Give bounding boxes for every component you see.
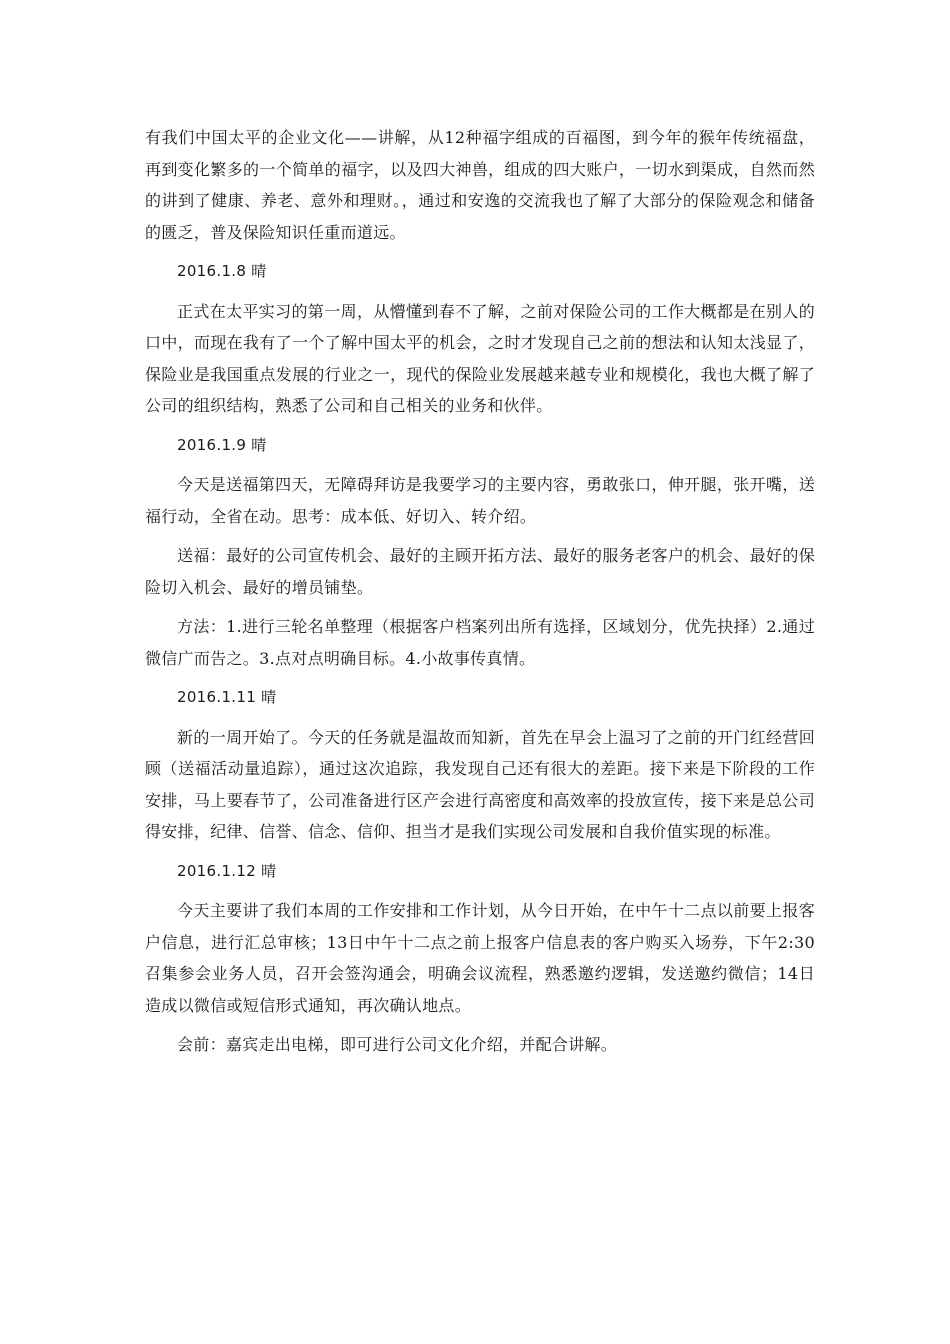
paragraph-send-fortune-benefits: 送福：最好的公司宣传机会、最好的主顾开拓方法、最好的服务老客户的机会、最好的保险切入机会、最好的增员铺垫。 <box>145 546 815 597</box>
paragraph-first-week: 正式在太平实习的第一周，从懵懂到春不了解，之前对保险公司的工作大概都是在别人的口中，而现在我有了一个了解中国太平的机会，之时才发现自己之前的想法和认知太浅显了，保险业是我国重点发展的行业之一，现代的保险业发展越来越专业和规模化，我也大概了解了公司的组织结构，熟悉了公司和自己相关的业务和伙伴。 <box>145 301 815 415</box>
diary-date: 2016.1.9 晴 <box>177 435 267 454</box>
diary-date: 2016.1.8 晴 <box>177 262 267 280</box>
paragraph-send-fortune: 今天是送福第四天，无障碍拜访是我要学习的主要内容，勇敢张口，伸开腿，张开嘴，送福行动，全省在动。思考：成本低、好切入、转介绍。 <box>145 475 815 526</box>
paragraph-methods: 方法：1.进行三轮名单整理（根据客户档案列出所有选择，区域划分，优先抉择）2.通过微信广而告之。3.点对点明确目标。4.小故事传真情。 <box>145 617 815 668</box>
paragraph-before-meeting: 会前：嘉宾走出电梯，即可进行公司文化介绍，并配合讲解。 <box>177 1035 618 1054</box>
paragraph-culture-intro: 有我们中国太平的企业文化——讲解，从12种福字组成的百福图，到今年的猴年传统福盘，再到变化繁多的一个简单的福字，以及四大神兽，组成的四大账户，一切水到渠成，自然而然的讲到了健康、养老、意外和理财。，通过和安逸的交流我也了解了大部分的保险观念和储备的匮乏，普及保险知识任重而道远。 <box>145 128 815 242</box>
diary-date: 2016.1.11 晴 <box>177 688 277 706</box>
paragraph-new-week: 新的一周开始了。今天的任务就是温故而知新，首先在早会上温习了之前的开门红经营回顾（送福活动量追踪），通过这次追踪，我发现自己还有很大的差距。接下来是下阶段的工作安排，马上要春节了，公司准备进行区产会进行高密度和高效率的投放宣传，接下来是总公司得安排，纪律、信誉、信念、信仰、担当才是我们实现公司发展和自我价值实现的标准。 <box>145 727 815 841</box>
document-body <box>145 122 815 1069</box>
paragraph-work-plan: 今天主要讲了我们本周的工作安排和工作计划，从今日开始，在中午十二点以前要上报客户信息，进行汇总审核；13日中午十二点之前上报客户信息表的客户购买入场券，下午2:30召集参会业务人员，召开会签沟通会，明确会议流程，熟悉邀约逻辑，发送邀约微信；14日造成以微信或短信形式通知，再次确认地点。 <box>145 901 815 1015</box>
diary-date: 2016.1.12 晴 <box>177 861 277 880</box>
